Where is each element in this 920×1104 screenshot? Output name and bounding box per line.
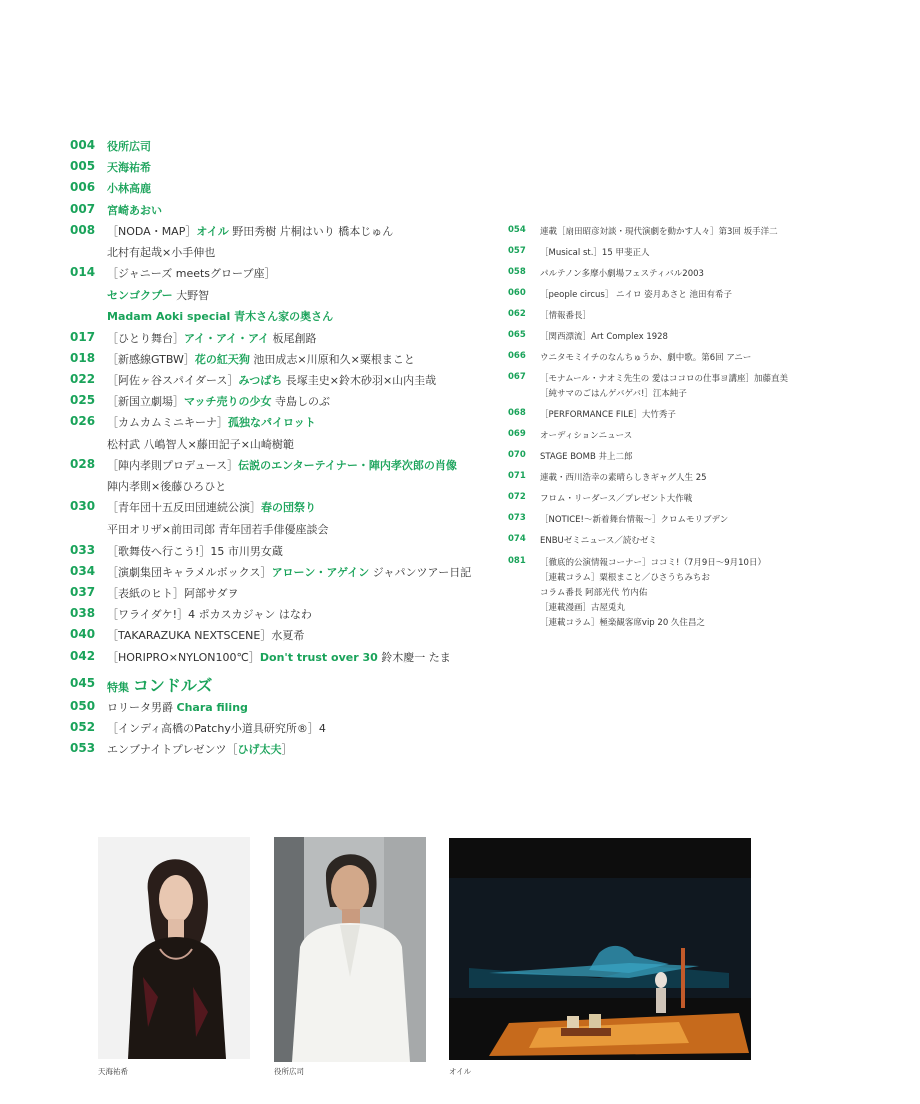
toc-entry	[107, 606, 312, 622]
toc-page-number: 030	[70, 499, 96, 513]
toc-page-number: 042	[70, 649, 96, 663]
toc-text: 陣内孝則×後藤ひろひと	[107, 480, 227, 493]
toc-entry	[107, 202, 162, 218]
toc-page-number: 058	[508, 267, 526, 277]
toc-title: 孤独なパイロット	[228, 416, 316, 429]
toc-page-number: 069	[508, 429, 526, 439]
toc-title: アローン・アゲイン	[271, 566, 370, 579]
toc-page-number: 004	[70, 138, 96, 152]
toc-text: ［ひとり舞台］	[107, 332, 184, 345]
toc-page-number: 014	[70, 265, 96, 279]
toc-page-number: 007	[70, 202, 96, 216]
toc-text: ［HORIPRO×NYLON100℃］	[107, 651, 260, 664]
toc-title: 春の団祭り	[261, 501, 316, 514]
toc-title: 伝説のエンターテイナー・陣内孝次郎の肖像	[238, 459, 457, 472]
caption-photo1: 天海祐希	[98, 1067, 128, 1076]
toc-entry	[107, 543, 283, 559]
caption-photo2: 役所広司	[274, 1067, 304, 1076]
toc-text: ［新国立劇場］	[107, 395, 184, 408]
toc-page-number: 073	[508, 513, 526, 523]
toc-title: 宮崎あおい	[107, 204, 162, 217]
toc-text: ［青年団十五反田団連続公演］	[107, 501, 261, 514]
toc-entry	[107, 308, 333, 324]
toc-text: ［新感線GTBW］	[107, 353, 195, 366]
toc-page-number: 060	[508, 288, 526, 298]
toc-page-number: 081	[508, 556, 526, 566]
toc-page-number: 054	[508, 225, 526, 235]
toc-entry: ［NOTICE!～新着舞台情報～］クロムモリブデン	[540, 515, 729, 525]
toc-entry	[107, 265, 275, 281]
photo-yakusho-koji	[274, 837, 426, 1062]
toc-text: ［歌舞伎へ行こう!］15 市川男女蔵	[107, 545, 283, 558]
toc-entry: ENBUゼミニュース／読むゼミ	[540, 536, 657, 546]
toc-title: センゴクプー	[107, 289, 173, 302]
toc-entry	[107, 436, 294, 452]
toc-title: アイ・アイ・アイ	[184, 332, 270, 345]
toc-entry	[107, 741, 292, 757]
toc-text: 板尾創路	[269, 332, 317, 345]
toc-title: ひげ太夫	[237, 743, 282, 756]
toc-page-number: 062	[508, 309, 526, 319]
toc-page-number: 018	[70, 351, 96, 365]
toc-title: コンドルズ	[132, 676, 213, 695]
toc-text: 長塚圭史×鈴木砂羽×山内圭哉	[282, 374, 437, 387]
toc-entry: ［モナムール・ナオミ先生の 愛はココロの仕事ヨ講座］加藤直美	[540, 374, 789, 384]
toc-page-number: 022	[70, 372, 96, 386]
toc-entry	[107, 478, 226, 494]
toc-page-number: 071	[508, 471, 526, 481]
toc-entry: ウニタモミイチのなんちゅうか、劇中歌。第6回 アニー	[540, 353, 752, 363]
toc-entry: 連載・西川浩幸の素晴らしきギャグ人生 25	[540, 473, 707, 483]
toc-entry	[107, 244, 215, 260]
toc-entry: ［people circus］ ニイロ 姿月あさと 池田有希子	[540, 290, 732, 300]
toc-text: エンブナイトプレゼンツ［	[107, 743, 238, 756]
toc-title: 特集	[107, 681, 133, 694]
caption-photo3: オイル	[449, 1067, 472, 1076]
toc-title: 小林高鹿	[107, 182, 151, 195]
toc-title: マッチ売りの少女	[184, 395, 272, 408]
toc-page-number: 065	[508, 330, 526, 340]
toc-text: 野田秀樹 片桐はいり 橋本じゅん	[228, 225, 394, 238]
toc-text: ［TAKARAZUKA NEXTSCENE］水夏希	[107, 629, 305, 642]
toc-page-number: 066	[508, 351, 526, 361]
toc-page-number: 074	[508, 534, 526, 544]
toc-entry: ［情報番長］	[540, 311, 592, 321]
toc-entry	[107, 180, 151, 196]
toc-text: ジャパンツアー日記	[369, 566, 472, 579]
toc-entry: ［徹底的公演情報コーナー］ココミ!（7月9日～9月10日）	[540, 558, 766, 568]
toc-page-number: 034	[70, 564, 96, 578]
toc-title: オイル	[196, 225, 229, 238]
toc-entry	[107, 138, 151, 154]
toc-page-number: 037	[70, 585, 96, 599]
toc-page-number: 028	[70, 457, 96, 471]
toc-text: 松村武 八嶋智人×藤田記子×山崎樹範	[107, 438, 294, 451]
toc-entry	[107, 330, 317, 346]
toc-entry: ［PERFORMANCE FILE］大竹秀子	[540, 410, 676, 420]
toc-page-number: 026	[70, 414, 96, 428]
toc-page-number: 070	[508, 450, 526, 460]
toc-entry: コラム番長 阿部光代 竹内佑	[540, 588, 648, 598]
toc-entry: ［Musical st.］15 甲斐正人	[540, 248, 650, 258]
toc-page-number: 038	[70, 606, 96, 620]
toc-text: ［表紙のヒト］阿部サダヲ	[107, 587, 239, 600]
toc-title: Don't trust over 30	[259, 651, 378, 664]
toc-entry	[107, 393, 330, 409]
toc-text: ［演劇集団キャラメルボックス］	[107, 566, 272, 579]
toc-page-number: 068	[508, 408, 526, 418]
toc-text: 北村有起哉×小手伸也	[107, 246, 216, 259]
toc-entry	[107, 457, 457, 473]
toc-text: 寺島しのぶ	[271, 395, 331, 408]
toc-text: ロリータ男爵	[107, 701, 177, 714]
toc-page-number: 017	[70, 330, 96, 344]
toc-entry: ［連載コラム］粟根まこと／ひさうちみちお	[540, 573, 710, 583]
toc-entry	[107, 720, 326, 736]
toc-entry: パルテノン多摩小劇場フェスティバル2003	[540, 269, 704, 279]
toc-entry	[107, 564, 471, 580]
toc-entry	[107, 372, 436, 388]
toc-title: 役所広司	[107, 140, 151, 153]
toc-entry	[107, 351, 415, 367]
toc-text: 鈴木慶一 たま	[377, 651, 451, 664]
toc-entry	[107, 521, 329, 537]
toc-entry: ［関西漂流］Art Complex 1928	[540, 332, 668, 342]
toc-page-number: 052	[70, 720, 96, 734]
toc-page-number: 050	[70, 699, 96, 713]
toc-text: ［陣内孝則プロデュース］	[107, 459, 239, 472]
toc-text: 平田オリザ×前田司郎 青年団若手俳優座談会	[107, 523, 329, 536]
toc-page-number: 045	[70, 676, 96, 690]
toc-entry: フロム・リーダース／プレゼント大作戦	[540, 494, 693, 504]
toc-entry: オーディションニュース	[540, 431, 633, 441]
toc-entry	[107, 414, 316, 430]
toc-title: Madam Aoki special 青木さん家の奥さん	[107, 310, 334, 323]
toc-text: ［NODA・MAP］	[107, 225, 197, 238]
toc-page-number: 008	[70, 223, 96, 237]
toc-entry: ［連載漫画］古屋兎丸	[540, 603, 626, 613]
toc-page-number: 006	[70, 180, 96, 194]
toc-entry: STAGE BOMB 井上二郎	[540, 452, 633, 462]
toc-page-number: 053	[70, 741, 96, 755]
toc-text: ［阿佐ヶ谷スパイダース］	[107, 374, 239, 387]
toc-entry	[107, 649, 451, 665]
toc-page-number: 067	[508, 372, 526, 382]
toc-entry	[107, 499, 316, 515]
toc-text: ］	[281, 743, 293, 756]
toc-entry	[107, 585, 238, 601]
toc-text: ［インディ高橋のPatchy小道具研究所®］4	[107, 722, 326, 735]
toc-text: ［ワライダケ!］4 ポカスカジャン はなわ	[107, 608, 312, 621]
toc-page-number: 072	[508, 492, 526, 502]
toc-page-number: 040	[70, 627, 96, 641]
toc-text: ［カムカムミニキーナ］	[107, 416, 228, 429]
toc-entry: 連載［扇田昭彦対談・現代演劇を動かす人々］第3回 坂手洋二	[540, 227, 778, 237]
toc-text: ［ジャニーズ meetsグローブ座］	[107, 267, 276, 280]
toc-page-number: 057	[508, 246, 526, 256]
toc-title: Chara filing	[176, 701, 248, 714]
toc-entry: ［純サマのごはんゲバゲバ!］江本純子	[540, 389, 687, 399]
toc-title: 花の紅天狗	[194, 353, 250, 366]
toc-title: みつばち	[238, 374, 283, 387]
toc-entry	[107, 673, 212, 696]
toc-entry: ［連載コラム］極楽観客席vip 20 久住昌之	[540, 618, 705, 628]
toc-page-number: 005	[70, 159, 96, 173]
toc-page-number: 033	[70, 543, 96, 557]
toc-entry	[107, 627, 304, 643]
toc-entry	[107, 287, 209, 303]
photo-oil-stage	[449, 838, 751, 1060]
toc-text: 池田成志×川原和久×粟根まこと	[249, 353, 415, 366]
toc-text: 大野智	[172, 289, 210, 302]
toc-entry	[107, 159, 151, 175]
photo-amami-yuki	[98, 837, 250, 1059]
toc-title: 天海祐希	[107, 161, 151, 174]
toc-entry	[107, 699, 248, 715]
toc-page-number: 025	[70, 393, 96, 407]
toc-entry	[107, 223, 393, 239]
